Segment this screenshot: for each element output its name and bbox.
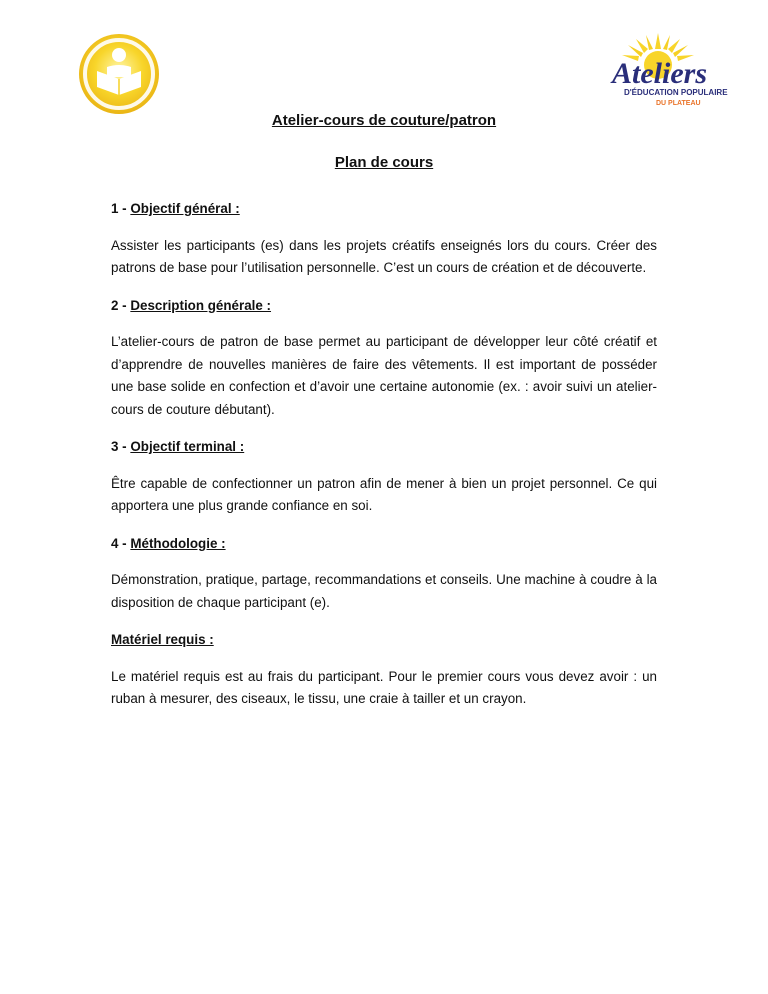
- section-description-generale: [111, 295, 657, 422]
- page-title: Atelier-cours de couture/patron: [271, 112, 497, 129]
- section-label: Méthodologie :: [130, 535, 226, 551]
- section-objectif-general: [111, 198, 657, 280]
- logo-subtext-2: DU PLATEAU: [656, 100, 701, 107]
- section-heading: [111, 629, 657, 652]
- section-number: 2 -: [111, 297, 131, 313]
- section-heading: [111, 533, 657, 556]
- section-methodologie: [111, 533, 657, 615]
- section-label: Description générale :: [130, 297, 272, 313]
- section-label: Objectif terminal :: [130, 439, 245, 454]
- section-text: L’atelier-cours de patron de base permet au participant de développer leur côté créatif et d’apprendre de nouvelles manières de faire des vêtements. Il est important de posséder une base solide en confection et d’avoir une certaine autonomie (ex. : avoir suivi un atelier-cours de couture débutant).: [111, 334, 657, 417]
- section-objectif-terminal: [111, 436, 657, 518]
- reading-person-icon: [78, 33, 160, 115]
- section-text: Le matériel requis est au frais du participant. Pour le premier cours vous devez avoir : un ruban à mesurer, des ciseaux, le tissu, une craie à tailler et un crayon.: [111, 668, 657, 706]
- section-number: 4 -: [111, 535, 131, 551]
- section-heading: [111, 295, 657, 318]
- section-number: 3 -: [111, 439, 131, 454]
- ateliers-logo: [608, 31, 728, 113]
- page-subtitle: Plan de cours: [334, 154, 434, 171]
- section-materiel-requis: [111, 629, 657, 711]
- section-heading: [111, 436, 657, 459]
- logo-ateliers-text: Ateliers: [612, 57, 707, 90]
- section-text: Assister les participants (es) dans les projets créatifs enseignés lors du cours. Créer des patrons de base pour l’utilisation personnelle. C’est un cours de création et de découverte.: [111, 237, 657, 275]
- section-heading: [111, 198, 657, 221]
- section-label: Matériel requis :: [111, 632, 214, 647]
- section-text: Démonstration, pratique, partage, recommandations et conseils. Une machine à coudre à la disposition de chaque participant (e).: [111, 572, 657, 610]
- section-text: Être capable de confectionner un patron afin de mener à bien un projet personnel. Ce qui apportera une plus grande confiance en soi.: [111, 475, 657, 513]
- logo-subtext-1: D'ÉDUCATION POPULAIRE: [624, 88, 728, 97]
- document-content: [111, 198, 657, 726]
- title-block: [0, 110, 768, 174]
- section-label: Objectif général :: [130, 201, 240, 216]
- section-number: 1 -: [111, 201, 131, 216]
